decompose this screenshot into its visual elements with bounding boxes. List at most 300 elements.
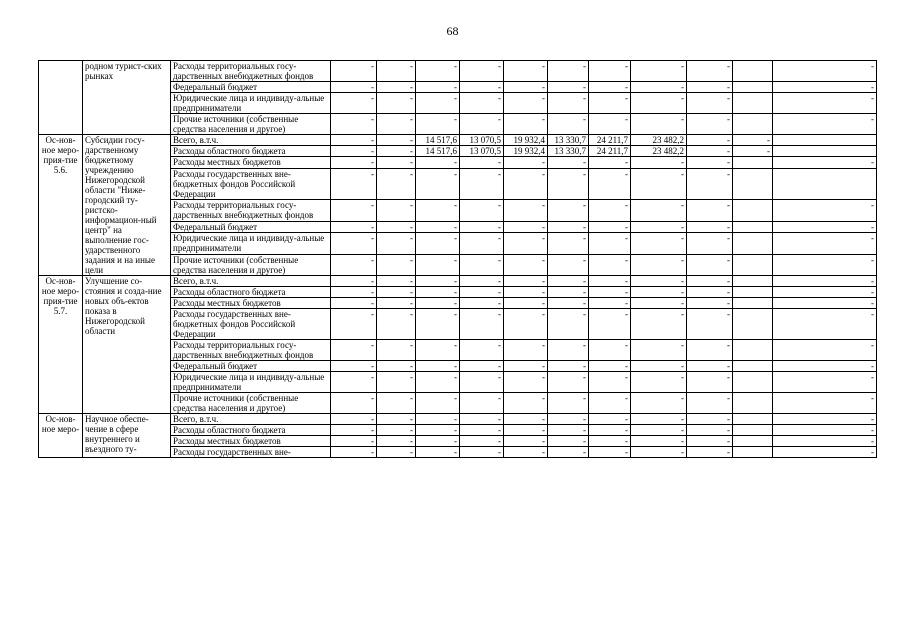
value-cell: -	[460, 372, 504, 393]
measure-cell: Ос-нов-ное меро-прия-тие 5.6.	[39, 135, 83, 276]
value-cell: -	[331, 287, 377, 298]
value-cell: -	[773, 93, 877, 114]
value-cell	[733, 221, 773, 232]
value-cell: -	[460, 233, 504, 254]
value-cell: -	[416, 425, 460, 436]
value-cell: 14 517,6	[416, 135, 460, 146]
value-cell: -	[504, 157, 548, 168]
value-cell: -	[631, 200, 687, 221]
value-cell: -	[460, 61, 504, 82]
value-cell: -	[331, 135, 377, 146]
value-cell: -	[377, 340, 416, 361]
value-cell: -	[377, 276, 416, 287]
value-cell: -	[504, 168, 548, 200]
value-cell: -	[460, 309, 504, 340]
value-cell: -	[548, 82, 589, 93]
value-cell: -	[331, 254, 377, 275]
value-cell: -	[377, 287, 416, 298]
value-cell	[733, 157, 773, 168]
value-cell: -	[687, 93, 733, 114]
value-cell: -	[548, 425, 589, 436]
value-cell: -	[589, 82, 631, 93]
value-cell: -	[460, 276, 504, 287]
value-cell: -	[460, 287, 504, 298]
value-cell: -	[687, 82, 733, 93]
value-cell: -	[504, 361, 548, 372]
value-cell: -	[687, 414, 733, 425]
value-cell: -	[773, 372, 877, 393]
value-cell: -	[687, 287, 733, 298]
funding-source-cell: Федеральный бюджет	[171, 221, 331, 232]
value-cell: -	[548, 309, 589, 340]
value-cell: -	[504, 425, 548, 436]
value-cell: -	[631, 425, 687, 436]
value-cell: -	[548, 114, 589, 135]
value-cell: -	[416, 340, 460, 361]
value-cell: -	[377, 361, 416, 372]
value-cell: 13 330,7	[548, 135, 589, 146]
value-cell: -	[416, 61, 460, 82]
value-cell: -	[416, 168, 460, 200]
measure-cell: Ос-нов-ное меро-прия-тие 5.7.	[39, 276, 83, 414]
value-cell: -	[631, 221, 687, 232]
value-cell: -	[548, 436, 589, 447]
value-cell: -	[631, 82, 687, 93]
table-row	[39, 276, 877, 287]
funding-source-cell: Всего, в.т.ч.	[171, 276, 331, 287]
value-cell: -	[687, 340, 733, 361]
value-cell: 14 517,6	[416, 146, 460, 157]
value-cell: -	[631, 114, 687, 135]
value-cell: -	[416, 276, 460, 287]
page-number: 68	[446, 24, 459, 38]
budget-table	[38, 60, 877, 458]
funding-source-cell: Всего, в.т.ч.	[171, 414, 331, 425]
value-cell	[733, 447, 773, 458]
value-cell: -	[631, 447, 687, 458]
value-cell: 13 330,7	[548, 146, 589, 157]
value-cell: -	[773, 114, 877, 135]
value-cell: -	[589, 436, 631, 447]
value-cell: -	[631, 372, 687, 393]
table-row	[39, 414, 877, 425]
funding-source-cell: Федеральный бюджет	[171, 361, 331, 372]
value-cell: -	[331, 340, 377, 361]
value-cell: -	[631, 233, 687, 254]
value-cell	[733, 82, 773, 93]
value-cell: -	[631, 276, 687, 287]
value-cell: -	[687, 157, 733, 168]
funding-source-cell: Расходы государственных вне-	[171, 447, 331, 458]
funding-source-cell: Расходы территориальных госу-дарственных внебюджетных фондов	[171, 200, 331, 221]
value-cell: -	[377, 309, 416, 340]
value-cell: -	[589, 425, 631, 436]
value-cell: -	[377, 233, 416, 254]
value-cell: -	[589, 61, 631, 82]
value-cell: -	[504, 276, 548, 287]
value-cell: -	[687, 436, 733, 447]
value-cell	[733, 436, 773, 447]
value-cell: -	[377, 157, 416, 168]
value-cell: -	[773, 393, 877, 414]
value-cell: -	[589, 221, 631, 232]
value-cell: -	[687, 146, 733, 157]
funding-source-cell: Расходы местных бюджетов	[171, 436, 331, 447]
funding-source-cell: Прочие источники (собственные средства населения и другое)	[171, 114, 331, 135]
funding-source-cell: Юридические лица и индивиду-альные предприниматели	[171, 93, 331, 114]
value-cell: -	[331, 200, 377, 221]
table-row	[39, 61, 877, 82]
value-cell: -	[631, 93, 687, 114]
value-cell: -	[773, 340, 877, 361]
value-cell: -	[687, 168, 733, 200]
value-cell: -	[377, 82, 416, 93]
value-cell: -	[504, 414, 548, 425]
funding-source-cell: Расходы территориальных госу-дарственных внебюджетных фондов	[171, 61, 331, 82]
value-cell: -	[416, 200, 460, 221]
value-cell: -	[416, 309, 460, 340]
value-cell: -	[631, 340, 687, 361]
value-cell: -	[687, 221, 733, 232]
value-cell: -	[416, 157, 460, 168]
value-cell: 19 932,4	[504, 135, 548, 146]
value-cell: -	[377, 114, 416, 135]
value-cell: -	[416, 82, 460, 93]
value-cell: -	[548, 414, 589, 425]
value-cell: -	[631, 414, 687, 425]
value-cell: -	[504, 221, 548, 232]
value-cell: -	[687, 425, 733, 436]
value-cell: -	[377, 221, 416, 232]
value-cell: -	[504, 309, 548, 340]
value-cell: -	[589, 361, 631, 372]
value-cell: -	[773, 414, 877, 425]
value-cell: -	[416, 393, 460, 414]
value-cell: -	[416, 233, 460, 254]
value-cell: -	[460, 114, 504, 135]
value-cell: -	[460, 168, 504, 200]
value-cell: -	[773, 233, 877, 254]
value-cell	[733, 361, 773, 372]
value-cell: -	[687, 200, 733, 221]
value-cell: -	[416, 361, 460, 372]
value-cell: -	[589, 309, 631, 340]
funding-source-cell: Расходы областного бюджета	[171, 287, 331, 298]
value-cell: -	[631, 298, 687, 309]
value-cell: -	[631, 309, 687, 340]
value-cell: -	[773, 276, 877, 287]
value-cell: -	[460, 82, 504, 93]
funding-source-cell: Всего, в.т.ч.	[171, 135, 331, 146]
measure-name-cell: Улучшение со-стояния и созда-ние новых объ-ектов показа в Нижегородской области	[83, 276, 171, 414]
value-cell: -	[331, 276, 377, 287]
funding-source-cell: Расходы территориальных госу-дарственных внебюджетных фондов	[171, 340, 331, 361]
value-cell: -	[773, 309, 877, 340]
value-cell: -	[733, 135, 773, 146]
value-cell: -	[331, 425, 377, 436]
value-cell: -	[504, 93, 548, 114]
value-cell: -	[631, 168, 687, 200]
value-cell: -	[504, 298, 548, 309]
value-cell: -	[589, 287, 631, 298]
value-cell: -	[331, 447, 377, 458]
value-cell: -	[416, 414, 460, 425]
value-cell: -	[416, 372, 460, 393]
value-cell: -	[377, 425, 416, 436]
value-cell: -	[548, 254, 589, 275]
table-row	[39, 135, 877, 146]
value-cell: -	[377, 372, 416, 393]
value-cell: -	[416, 447, 460, 458]
value-cell: -	[460, 425, 504, 436]
value-cell: -	[773, 157, 877, 168]
funding-source-cell: Расходы государственных вне-бюджетных фондов Российской Федерации	[171, 309, 331, 340]
value-cell	[733, 309, 773, 340]
value-cell: -	[377, 298, 416, 309]
value-cell: -	[687, 372, 733, 393]
value-cell: -	[773, 361, 877, 372]
value-cell: -	[504, 287, 548, 298]
value-cell: -	[773, 436, 877, 447]
funding-source-cell: Расходы областного бюджета	[171, 425, 331, 436]
value-cell: -	[504, 233, 548, 254]
measure-cell: Ос-нов-ное меро-	[39, 414, 83, 458]
value-cell: -	[631, 361, 687, 372]
value-cell	[733, 425, 773, 436]
value-cell	[733, 61, 773, 82]
value-cell: -	[687, 361, 733, 372]
value-cell: -	[631, 287, 687, 298]
value-cell: -	[687, 276, 733, 287]
value-cell: 13 070,5	[460, 135, 504, 146]
value-cell: -	[377, 447, 416, 458]
measure-name-cell: Научное обеспе-чение в сфере внутреннего и въездного ту-	[83, 414, 171, 458]
value-cell: -	[377, 436, 416, 447]
value-cell: -	[773, 447, 877, 458]
value-cell: -	[687, 447, 733, 458]
funding-source-cell: Прочие источники (собственные средства населения и другое)	[171, 393, 331, 414]
value-cell: -	[687, 309, 733, 340]
value-cell: -	[377, 61, 416, 82]
value-cell: -	[460, 298, 504, 309]
value-cell: -	[504, 372, 548, 393]
value-cell: -	[416, 298, 460, 309]
value-cell	[733, 340, 773, 361]
value-cell: -	[331, 298, 377, 309]
value-cell: -	[460, 393, 504, 414]
funding-source-cell: Юридические лица и индивиду-альные предприниматели	[171, 372, 331, 393]
funding-source-cell: Расходы государственных вне-бюджетных фондов Российской Федерации	[171, 168, 331, 200]
value-cell: -	[589, 447, 631, 458]
value-cell: -	[504, 200, 548, 221]
value-cell: -	[331, 436, 377, 447]
value-cell: -	[460, 157, 504, 168]
value-cell: -	[631, 157, 687, 168]
value-cell: -	[416, 254, 460, 275]
value-cell	[733, 298, 773, 309]
value-cell: -	[460, 361, 504, 372]
value-cell: -	[504, 393, 548, 414]
value-cell: -	[548, 298, 589, 309]
value-cell: -	[548, 393, 589, 414]
value-cell	[733, 254, 773, 275]
value-cell	[733, 200, 773, 221]
value-cell: -	[548, 233, 589, 254]
value-cell: -	[460, 447, 504, 458]
value-cell: -	[589, 233, 631, 254]
value-cell: -	[331, 114, 377, 135]
value-cell: 13 070,5	[460, 146, 504, 157]
value-cell: -	[687, 135, 733, 146]
value-cell: -	[773, 287, 877, 298]
value-cell: -	[377, 254, 416, 275]
value-cell: 24 211,7	[589, 135, 631, 146]
value-cell: -	[416, 436, 460, 447]
funding-source-cell: Федеральный бюджет	[171, 82, 331, 93]
value-cell: -	[631, 254, 687, 275]
value-cell: -	[504, 436, 548, 447]
value-cell: -	[589, 372, 631, 393]
value-cell: -	[773, 221, 877, 232]
value-cell: -	[733, 146, 773, 157]
value-cell: 24 211,7	[589, 146, 631, 157]
value-cell: -	[687, 298, 733, 309]
funding-source-cell: Расходы областного бюджета	[171, 146, 331, 157]
value-cell: -	[331, 233, 377, 254]
value-cell: -	[331, 168, 377, 200]
value-cell: -	[460, 436, 504, 447]
value-cell: -	[589, 93, 631, 114]
value-cell: -	[377, 200, 416, 221]
value-cell: -	[631, 61, 687, 82]
value-cell: -	[687, 254, 733, 275]
value-cell: -	[460, 93, 504, 114]
measure-name-cell: Субсидии госу-дарственному бюджетному учреждению Нижегородской области "Ниже-городский ту-ристско-информацион-ный центр" на выполнение гос-ударственного задания и на иные цели	[83, 135, 171, 276]
value-cell: -	[331, 393, 377, 414]
value-cell: -	[631, 436, 687, 447]
value-cell: -	[548, 372, 589, 393]
value-cell	[733, 276, 773, 287]
value-cell: -	[548, 287, 589, 298]
measure-cell	[39, 61, 83, 135]
value-cell: -	[589, 157, 631, 168]
value-cell: -	[331, 93, 377, 114]
value-cell: -	[589, 414, 631, 425]
value-cell: -	[631, 393, 687, 414]
funding-source-cell: Прочие источники (собственные средства населения и другое)	[171, 254, 331, 275]
value-cell	[733, 233, 773, 254]
value-cell: -	[460, 414, 504, 425]
value-cell: -	[589, 254, 631, 275]
value-cell: -	[548, 447, 589, 458]
value-cell: -	[773, 254, 877, 275]
value-cell: -	[416, 93, 460, 114]
value-cell: -	[377, 93, 416, 114]
value-cell: -	[589, 298, 631, 309]
value-cell: -	[589, 168, 631, 200]
measure-name-cell: родном турист-ских рынках	[83, 61, 171, 135]
value-cell: -	[416, 287, 460, 298]
value-cell: -	[331, 146, 377, 157]
value-cell: -	[589, 393, 631, 414]
value-cell: -	[377, 414, 416, 425]
value-cell: -	[331, 61, 377, 82]
value-cell: -	[416, 114, 460, 135]
value-cell: -	[773, 200, 877, 221]
value-cell: -	[460, 340, 504, 361]
funding-source-cell: Расходы местных бюджетов	[171, 157, 331, 168]
value-cell	[773, 168, 877, 200]
value-cell	[733, 393, 773, 414]
value-cell: -	[331, 157, 377, 168]
value-cell: -	[548, 93, 589, 114]
value-cell	[733, 414, 773, 425]
value-cell: -	[687, 393, 733, 414]
value-cell: -	[687, 233, 733, 254]
value-cell: -	[548, 221, 589, 232]
value-cell: -	[377, 135, 416, 146]
value-cell: -	[460, 200, 504, 221]
value-cell: -	[504, 114, 548, 135]
value-cell: -	[773, 61, 877, 82]
value-cell: -	[331, 221, 377, 232]
value-cell: -	[331, 309, 377, 340]
value-cell: -	[548, 157, 589, 168]
value-cell: 23 482,2	[631, 146, 687, 157]
value-cell: -	[377, 168, 416, 200]
value-cell: -	[331, 361, 377, 372]
value-cell: -	[548, 168, 589, 200]
value-cell: -	[460, 254, 504, 275]
value-cell: -	[504, 82, 548, 93]
value-cell: -	[504, 61, 548, 82]
funding-source-cell: Юридические лица и индивиду-альные предприниматели	[171, 233, 331, 254]
value-cell: -	[548, 276, 589, 287]
value-cell: -	[504, 340, 548, 361]
value-cell: -	[687, 114, 733, 135]
value-cell: -	[331, 82, 377, 93]
value-cell: -	[687, 61, 733, 82]
value-cell	[773, 146, 877, 157]
value-cell: -	[377, 146, 416, 157]
value-cell	[733, 93, 773, 114]
value-cell	[733, 372, 773, 393]
value-cell: -	[416, 221, 460, 232]
value-cell: -	[331, 372, 377, 393]
value-cell: -	[460, 221, 504, 232]
value-cell: -	[589, 200, 631, 221]
value-cell	[733, 168, 773, 200]
value-cell: 23 482,2	[631, 135, 687, 146]
value-cell: -	[331, 414, 377, 425]
value-cell: -	[773, 425, 877, 436]
value-cell: -	[773, 82, 877, 93]
value-cell	[733, 287, 773, 298]
value-cell: -	[548, 200, 589, 221]
value-cell	[773, 135, 877, 146]
funding-source-cell: Расходы местных бюджетов	[171, 298, 331, 309]
value-cell: -	[548, 61, 589, 82]
value-cell: -	[504, 254, 548, 275]
value-cell: -	[548, 340, 589, 361]
value-cell: -	[589, 340, 631, 361]
value-cell: -	[377, 393, 416, 414]
value-cell: -	[548, 361, 589, 372]
value-cell: -	[773, 298, 877, 309]
value-cell: -	[589, 276, 631, 287]
budget-table-body	[39, 61, 877, 458]
value-cell: -	[589, 114, 631, 135]
